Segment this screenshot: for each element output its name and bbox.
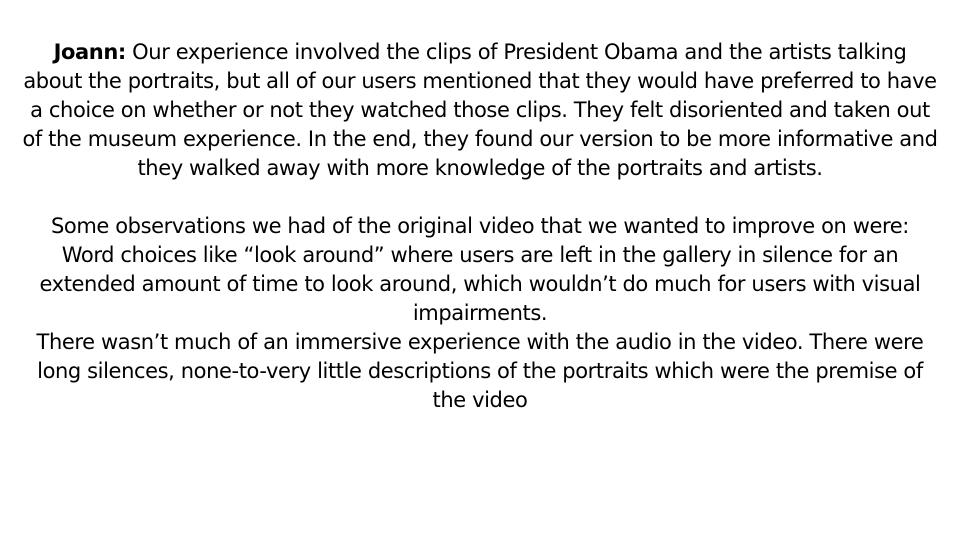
observation-item: There wasn’t much of an immersive experience with the audio in the video. There were long silences, none-to-very little descriptions of the portraits which were the premise of the video [36,330,924,412]
observation-item: Word choices like “look around” where users are left in the gallery in silence for an extended amount of time to look around, which wouldn’t do much for users with visual impairments. [39,243,921,325]
paragraph-spacer [22,183,938,212]
observations-heading: Some observations we had of the original video that we wanted to improve on were: [51,214,909,238]
intro-text: Our experience involved the clips of President Obama and the artists talking about the portraits, but all of our users mentioned that they would have preferred to have a choice on whether or not they watched those clips. They felt disoriented and taken out of the museum experience. In the end, they found our version to be more informative and they walked away with more knowledge of the portraits and artists. [22,40,938,180]
speaker-name: Joann: [53,40,126,64]
intro-paragraph [22,38,938,183]
